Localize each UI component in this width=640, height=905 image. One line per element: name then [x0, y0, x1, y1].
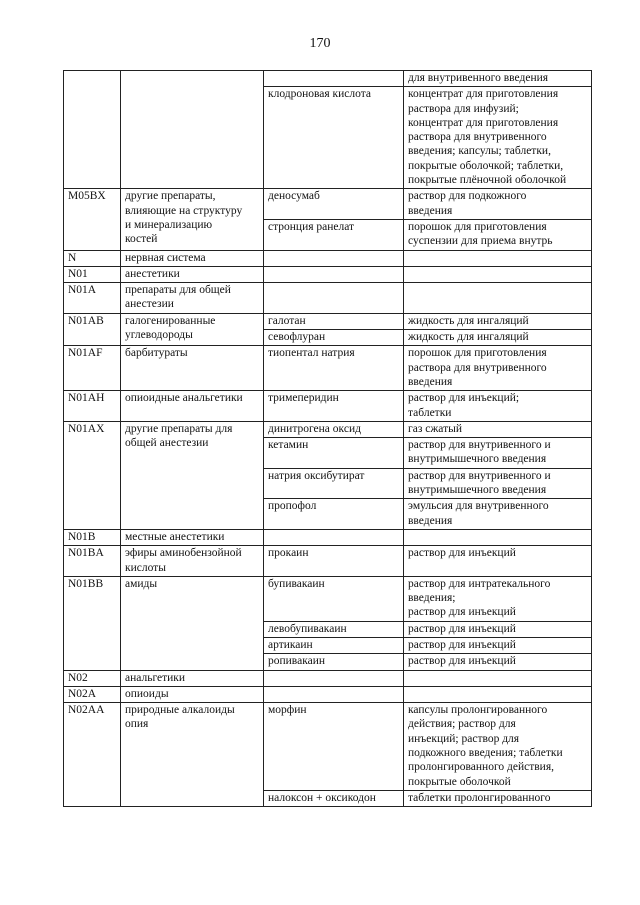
atc-code-cell	[64, 71, 121, 189]
group-name-cell	[121, 421, 264, 529]
atc-code-cell	[64, 283, 121, 314]
drug-name-line: деносумаб	[268, 190, 320, 203]
dosage-form-line: введения; капсулы; таблетки,	[408, 145, 551, 158]
drug-name-line: кетамин	[268, 439, 309, 452]
group-name-line: местные анестетики	[125, 530, 225, 543]
dosage-form-cell	[404, 391, 592, 422]
atc-code-cell	[64, 421, 121, 529]
dosage-form-line: раствор для инъекций	[408, 638, 516, 651]
drug-name-line: галотан	[268, 314, 306, 327]
drug-name-cell	[264, 790, 404, 806]
drug-name-line: севофлуран	[268, 331, 326, 344]
drug-name-line: налоксон + оксикодон	[268, 791, 376, 804]
drug-name-cell	[264, 391, 404, 422]
dosage-form-cell	[404, 283, 592, 314]
dosage-form-cell	[404, 576, 592, 621]
group-name-line: и минерализацию	[125, 218, 213, 231]
table-body	[64, 71, 592, 807]
group-name-line: анестетики	[125, 267, 180, 280]
drug-name-line: тримеперидин	[268, 392, 339, 405]
atc-code: M05BX	[68, 190, 106, 203]
table-row	[64, 189, 592, 220]
drug-name-cell	[264, 621, 404, 637]
drug-name-cell	[264, 686, 404, 702]
drug-name-line: пропофол	[268, 500, 317, 513]
dosage-form-line: для внутривенного введения	[408, 72, 549, 84]
dosage-form-cell	[404, 219, 592, 250]
dosage-form-line: газ сжатый	[408, 422, 463, 435]
group-name-line: опиоиды	[125, 687, 169, 700]
atc-code: N01B	[68, 530, 96, 543]
dosage-form-cell	[404, 654, 592, 670]
group-name-cell	[121, 266, 264, 282]
atc-code-cell	[64, 391, 121, 422]
page-number: 170	[309, 36, 331, 51]
group-name-line: опиоидные анальгетики	[125, 392, 243, 405]
group-name-cell	[121, 529, 264, 545]
drug-name-cell	[264, 703, 404, 791]
drug-name-line: динитрогена оксид	[268, 422, 361, 435]
group-name-line: анальгетики	[125, 671, 186, 684]
group-name-line: нервная система	[125, 251, 206, 264]
table-row	[64, 71, 592, 87]
drug-name-cell	[264, 421, 404, 437]
group-name-cell	[121, 283, 264, 314]
drug-name-line: ропивакаин	[268, 655, 326, 668]
table-row	[64, 391, 592, 422]
group-name-line: анестезии	[125, 298, 174, 311]
table-row	[64, 313, 592, 329]
group-name-cell	[121, 703, 264, 807]
dosage-form-line: порошок для приготовления	[408, 347, 547, 360]
group-name-cell	[121, 346, 264, 391]
drug-name-cell	[264, 576, 404, 621]
dosage-form-line: действия; раствор для	[408, 718, 516, 731]
group-name-line: барбитураты	[125, 347, 188, 360]
drug-name-cell	[264, 87, 404, 189]
group-name-line: влияющие на структуру	[125, 204, 243, 217]
dosage-form-line: подкожного введения; таблетки	[408, 747, 563, 760]
dosage-form-cell	[404, 529, 592, 545]
table-row	[64, 686, 592, 702]
group-name-cell	[121, 670, 264, 686]
dosage-form-line: раствора для инфузий;	[408, 102, 519, 115]
dosage-form-cell	[404, 71, 592, 87]
dosage-form-line: раствор для внутривенного и	[408, 439, 551, 452]
drug-name-line: стронция ранелат	[268, 220, 355, 233]
dosage-form-line: инъекций; раствор для	[408, 732, 520, 745]
dosage-form-line: введения	[408, 375, 453, 388]
table-row	[64, 670, 592, 686]
group-name-line: углеводороды	[125, 329, 193, 342]
group-name-cell	[121, 71, 264, 189]
dosage-form-cell	[404, 250, 592, 266]
group-name-line: другие препараты для	[125, 422, 233, 435]
dosage-form-line: раствор для инъекций;	[408, 392, 520, 405]
table-row	[64, 346, 592, 391]
drug-name-cell	[264, 189, 404, 220]
atc-code-cell	[64, 313, 121, 346]
group-name-cell	[121, 250, 264, 266]
group-name-line: препараты для общей	[125, 284, 231, 297]
dosage-form-line: внутримышечного введения	[408, 453, 547, 466]
atc-code: N02	[68, 671, 88, 684]
atc-code: N01A	[68, 284, 97, 297]
dosage-form-cell	[404, 686, 592, 702]
dosage-form-line: суспензии для приема внутрь	[408, 235, 553, 248]
drug-name-cell	[264, 468, 404, 499]
group-name-cell	[121, 686, 264, 702]
dosage-form-cell	[404, 87, 592, 189]
atc-code-cell	[64, 529, 121, 545]
table-row	[64, 250, 592, 266]
atc-code-cell	[64, 266, 121, 282]
dosage-form-line: эмульсия для внутривенного	[408, 500, 549, 513]
atc-code-cell	[64, 346, 121, 391]
atc-code: N01AB	[68, 314, 104, 327]
drug-name-cell	[264, 546, 404, 577]
dosage-form-line: внутримышечного введения	[408, 484, 547, 497]
atc-code: N	[68, 251, 77, 264]
group-name-line: эфиры аминобензойной	[125, 547, 242, 560]
atc-code-cell	[64, 546, 121, 577]
drug-name-line: морфин	[268, 704, 307, 717]
dosage-form-cell	[404, 468, 592, 499]
dosage-form-cell	[404, 330, 592, 346]
atc-code: N01AH	[68, 392, 105, 405]
dosage-form-line: жидкость для ингаляций	[408, 331, 529, 344]
atc-code-cell	[64, 670, 121, 686]
drug-name-line: артикаин	[268, 638, 313, 651]
group-name-line: общей анестезии	[125, 437, 209, 450]
atc-code-cell	[64, 686, 121, 702]
drug-name-cell	[264, 346, 404, 391]
group-name-line: кислоты	[125, 561, 166, 574]
drug-name-cell	[264, 71, 404, 87]
atc-code-cell	[64, 189, 121, 250]
table-row	[64, 266, 592, 282]
dosage-form-line: раствора для внутривенного	[408, 361, 547, 374]
drug-name-cell	[264, 529, 404, 545]
dosage-form-line: жидкость для ингаляций	[408, 314, 529, 327]
dosage-form-line: введения	[408, 514, 453, 527]
atc-code: N02AA	[68, 704, 105, 717]
table-row	[64, 283, 592, 314]
atc-code: N01	[68, 267, 88, 280]
dosage-form-cell	[404, 790, 592, 806]
drug-name-cell	[264, 250, 404, 266]
drug-name-line: бупивакаин	[268, 577, 325, 590]
dosage-form-line: раствор для интратекального	[408, 577, 551, 590]
group-name-line: амиды	[125, 577, 158, 590]
dosage-form-line: раствор для внутривенного и	[408, 469, 551, 482]
dosage-form-line: таблетки пролонгированного	[408, 791, 551, 804]
group-name-line: другие препараты,	[125, 190, 216, 203]
drug-name-cell	[264, 654, 404, 670]
drug-name-line: левобупивакаин	[268, 622, 347, 635]
drug-name-cell	[264, 313, 404, 329]
drug-name-cell	[264, 637, 404, 653]
group-name-cell	[121, 313, 264, 346]
drug-name-line: клодроновая кислота	[268, 88, 372, 101]
drug-name-cell	[264, 330, 404, 346]
group-name-line: костей	[125, 233, 158, 246]
table-row	[64, 703, 592, 791]
group-name-cell	[121, 189, 264, 250]
dosage-form-cell	[404, 346, 592, 391]
dosage-form-cell	[404, 266, 592, 282]
dosage-form-line: раствор для инъекций	[408, 606, 516, 619]
drug-table	[63, 70, 592, 807]
dosage-form-line: порошок для приготовления	[408, 220, 547, 233]
atc-code: N01AF	[68, 347, 103, 360]
drug-name-cell	[264, 670, 404, 686]
atc-code: N01BA	[68, 547, 104, 560]
table-row	[64, 576, 592, 621]
dosage-form-line: введения;	[408, 592, 456, 605]
dosage-form-line: раствор для подкожного	[408, 190, 527, 203]
drug-name-line: тиопентал натрия	[268, 347, 355, 360]
group-name-line: природные алкалоиды	[125, 704, 235, 717]
dosage-form-line: капсулы пролонгированного	[408, 704, 548, 717]
dosage-form-cell	[404, 499, 592, 530]
drug-name-cell	[264, 219, 404, 250]
dosage-form-line: таблетки	[408, 406, 452, 419]
dosage-form-cell	[404, 189, 592, 220]
group-name-line: галогенированные	[125, 314, 216, 327]
dosage-form-cell	[404, 637, 592, 653]
dosage-form-line: покрытые плёночной оболочкой	[408, 174, 567, 187]
dosage-form-line: раствор для инъекций	[408, 547, 516, 560]
drug-name-cell	[264, 283, 404, 314]
dosage-form-line: введения	[408, 204, 453, 217]
dosage-form-cell	[404, 670, 592, 686]
table-row	[64, 421, 592, 437]
drug-name-cell	[264, 266, 404, 282]
drug-name-cell	[264, 499, 404, 530]
dosage-form-line: раствор для инъекций	[408, 622, 516, 635]
group-name-cell	[121, 576, 264, 670]
dosage-form-line: раствора для внутривенного	[408, 131, 547, 144]
atc-code-cell	[64, 576, 121, 670]
atc-code: N02A	[68, 687, 97, 700]
dosage-form-line: концентрат для приготовления	[408, 116, 559, 129]
dosage-form-line: концентрат для приготовления	[408, 88, 559, 101]
dosage-form-cell	[404, 621, 592, 637]
dosage-form-cell	[404, 703, 592, 791]
drug-name-line: прокаин	[268, 547, 309, 560]
dosage-form-cell	[404, 313, 592, 329]
drug-name-line: натрия оксибутират	[268, 469, 365, 482]
dosage-form-line: покрытые оболочкой; таблетки,	[408, 159, 564, 172]
atc-code: N01BB	[68, 577, 104, 590]
dosage-form-cell	[404, 546, 592, 577]
dosage-form-cell	[404, 421, 592, 437]
atc-code-cell	[64, 703, 121, 807]
atc-code: N01AX	[68, 422, 105, 435]
dosage-form-line: раствор для инъекций	[408, 655, 516, 668]
group-name-cell	[121, 546, 264, 577]
table-row	[64, 529, 592, 545]
table-row	[64, 546, 592, 577]
dosage-form-line: покрытые оболочкой	[408, 775, 511, 788]
group-name-line: опия	[125, 718, 149, 731]
drug-name-cell	[264, 438, 404, 469]
dosage-form-cell	[404, 438, 592, 469]
group-name-cell	[121, 391, 264, 422]
atc-code-cell	[64, 250, 121, 266]
dosage-form-line: пролонгированного действия,	[408, 761, 555, 774]
